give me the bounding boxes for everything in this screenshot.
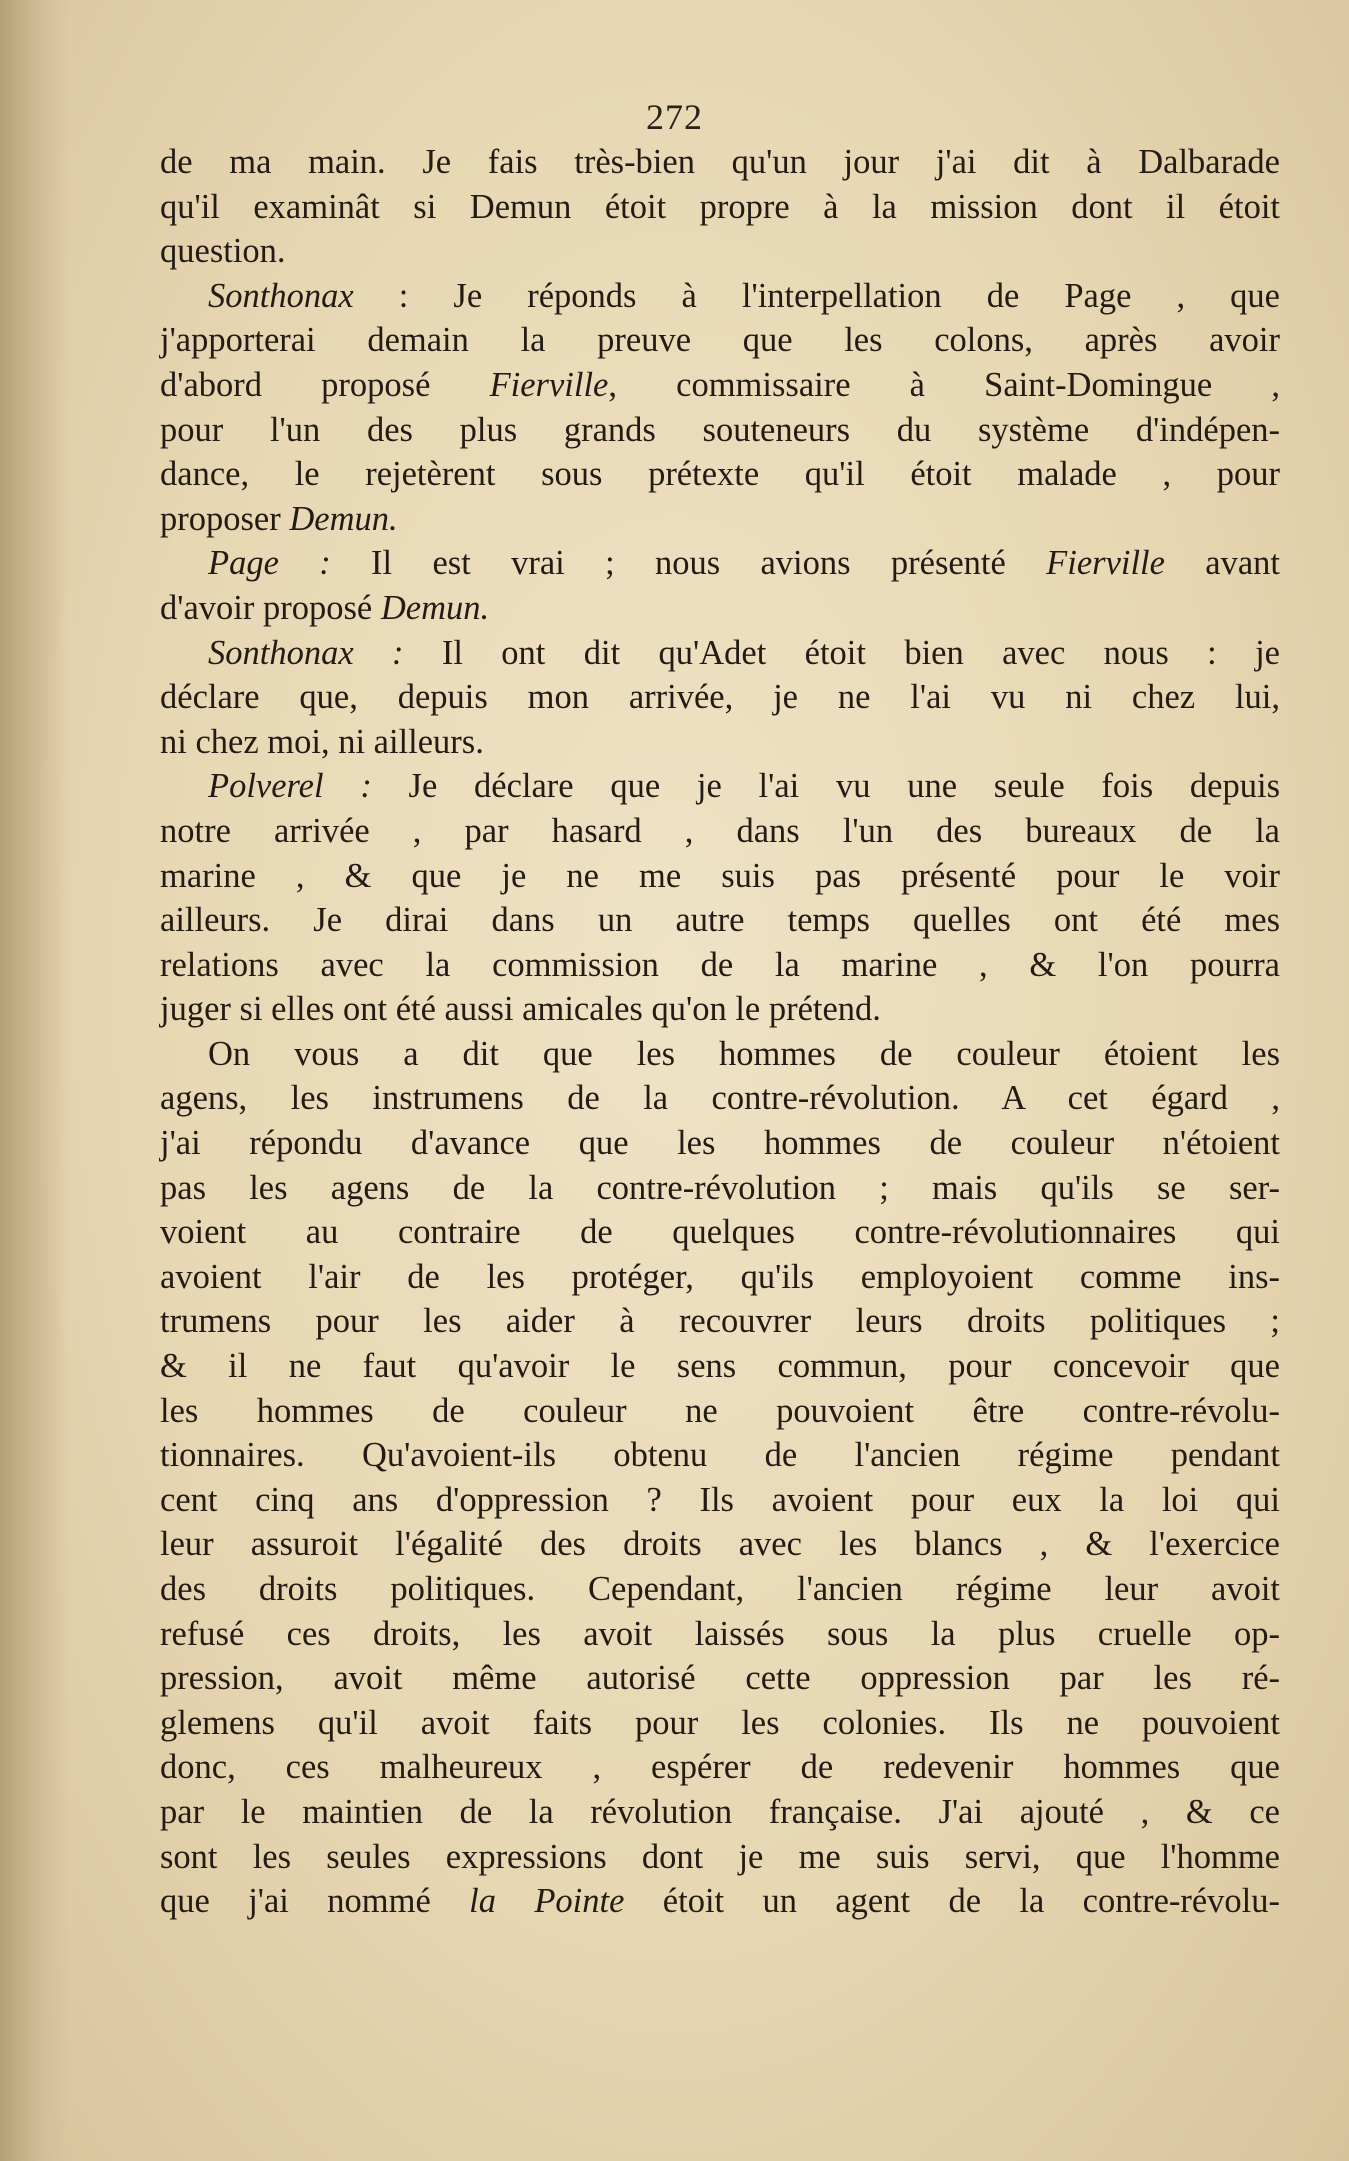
text-run: qu'il examinât si Demun étoit propre à la mission dont il étoit <box>160 187 1280 226</box>
text-line <box>160 854 1280 899</box>
text-run: marine , & que je ne me suis pas présenté pour le voir <box>160 856 1280 895</box>
text-line <box>160 987 1280 1032</box>
text-run: d'avoir proposé <box>160 588 381 627</box>
text-line <box>160 1032 1280 1077</box>
text-line <box>160 720 1280 765</box>
text-line <box>160 452 1280 497</box>
text-run: tionnaires. Qu'avoient-ils obtenu de l'ancien régime pendant <box>160 1436 1280 1475</box>
text-run: dance, le rejetèrent sous prétexte qu'il étoit malade , pour <box>160 455 1280 494</box>
text-run: refusé ces droits, les avoit laissés sous la plus cruelle op- <box>160 1614 1280 1653</box>
italic-text: Fierville <box>1046 544 1165 583</box>
text-line <box>160 943 1280 988</box>
text-line <box>160 1210 1280 1255</box>
text-line <box>160 631 1280 676</box>
text-run: : Je réponds à l'interpellation de Page , que <box>353 276 1280 315</box>
text-line <box>160 1255 1280 1300</box>
text-run: On vous a dit que les hommes de couleur étoient les <box>208 1034 1280 1073</box>
text-run: cent cinq ans d'oppression ? Ils avoient pour eux la loi qui <box>160 1480 1280 1519</box>
italic-text: Sonthonax : <box>208 633 404 672</box>
text-run: agens, les instrumens de la contre-révolution. A cet égard , <box>160 1079 1280 1118</box>
text-run: Il est vrai ; nous avions présenté <box>330 544 1047 583</box>
text-run: avant <box>1164 544 1280 583</box>
text-line <box>160 1656 1280 1701</box>
text-line <box>160 185 1280 230</box>
text-line <box>160 1835 1280 1880</box>
text-line <box>160 1612 1280 1657</box>
text-run: les hommes de couleur ne pouvoient être contre-révolu- <box>160 1391 1280 1430</box>
text-line <box>160 274 1280 319</box>
text-line <box>160 541 1280 586</box>
text-line <box>160 497 1280 542</box>
text-run: ni chez moi, ni ailleurs. <box>160 722 484 761</box>
text-run: glemens qu'il avoit faits pour les colonies. Ils ne pouvoient <box>160 1703 1280 1742</box>
text-run: & il ne faut qu'avoir le sens commun, pour concevoir que <box>160 1347 1280 1386</box>
text-run: que j'ai nommé <box>160 1882 470 1921</box>
text-line <box>160 1701 1280 1746</box>
text-run: pas les agens de la contre-révolution ; mais qu'ils se ser- <box>160 1168 1280 1207</box>
text-run: proposer <box>160 499 290 538</box>
text-line <box>160 1522 1280 1567</box>
text-run: question. <box>160 232 286 271</box>
body-text <box>160 140 1280 1924</box>
italic-text: la Pointe <box>469 1882 625 1921</box>
text-run: par le maintien de la révolution française. J'ai ajouté , & ce <box>160 1792 1280 1831</box>
text-run: leur assuroit l'égalité des droits avec les blancs , & l'exercice <box>160 1525 1280 1564</box>
text-run: j'apporterai demain la preuve que les colons, après avoir <box>160 321 1280 360</box>
text-run: Je déclare que je l'ai vu une seule fois depuis <box>371 767 1280 806</box>
page-number: 272 <box>646 97 703 137</box>
text-line <box>160 1567 1280 1612</box>
text-line <box>160 764 1280 809</box>
text-run: , commissaire à Saint-Domingue , <box>608 365 1280 404</box>
text-run: juger si elles ont été aussi amicales qu'on le prétend. <box>160 990 881 1029</box>
text-line <box>160 1433 1280 1478</box>
text-line <box>160 140 1280 185</box>
italic-text: Demun. <box>380 588 490 627</box>
text-run: j'ai répondu d'avance que les hommes de couleur n'étoient <box>160 1124 1280 1163</box>
text-run: ailleurs. Je dirai dans un autre temps quelles ont été mes <box>160 901 1280 940</box>
text-line <box>160 675 1280 720</box>
text-line <box>160 1879 1280 1924</box>
text-run: de ma main. Je fais très-bien qu'un jour j'ai dit à Dalbarade <box>160 143 1280 181</box>
text-line <box>160 1745 1280 1790</box>
italic-text: Page : <box>208 544 331 583</box>
text-run: Il ont dit qu'Adet étoit bien avec nous : je <box>403 633 1280 672</box>
italic-text: Demun. <box>289 499 398 538</box>
text-line <box>160 1299 1280 1344</box>
italic-text: Sonthonax <box>208 276 354 315</box>
text-line <box>160 408 1280 453</box>
text-run: relations avec la commission de la marine , & l'on pourra <box>160 945 1280 984</box>
text-run: des droits politiques. Cependant, l'ancien régime leur avoit <box>160 1570 1280 1608</box>
text-line <box>160 1478 1280 1523</box>
text-run: sont les seules expressions dont je me suis servi, que l'homme <box>160 1837 1280 1876</box>
italic-text: Fierville <box>489 365 609 404</box>
text-line <box>160 1166 1280 1211</box>
text-run: pression, avoit même autorisé cette oppression par les ré- <box>160 1659 1280 1698</box>
text-run: trumens pour les aider à recouvrer leurs droits politiques ; <box>160 1302 1280 1341</box>
text-run: d'abord proposé <box>160 365 490 404</box>
text-line <box>160 363 1280 408</box>
text-line <box>160 1790 1280 1835</box>
text-run: déclare que, depuis mon arrivée, je ne l'ai vu ni chez lui, <box>160 678 1280 717</box>
page-gutter-shadow <box>0 0 70 2161</box>
text-line <box>160 809 1280 854</box>
text-line <box>160 318 1280 363</box>
text-line <box>160 229 1280 274</box>
text-line <box>160 898 1280 943</box>
text-run: notre arrivée , par hasard , dans l'un des bureaux de la <box>160 811 1280 850</box>
text-line <box>160 1121 1280 1166</box>
text-line <box>160 1344 1280 1389</box>
text-line <box>160 1076 1280 1121</box>
text-line <box>160 1389 1280 1434</box>
text-run: avoient l'air de les protéger, qu'ils employoient comme ins- <box>160 1257 1280 1296</box>
italic-text: Polverel : <box>208 767 372 806</box>
text-run: pour l'un des plus grands souteneurs du système d'indépen- <box>160 410 1280 449</box>
text-run: étoit un agent de la contre-révolu- <box>624 1882 1280 1921</box>
text-run: voient au contraire de quelques contre-révolutionnaires qui <box>160 1213 1280 1252</box>
text-run: donc, ces malheureux , espérer de redevenir hommes que <box>160 1748 1280 1787</box>
text-line <box>160 586 1280 631</box>
